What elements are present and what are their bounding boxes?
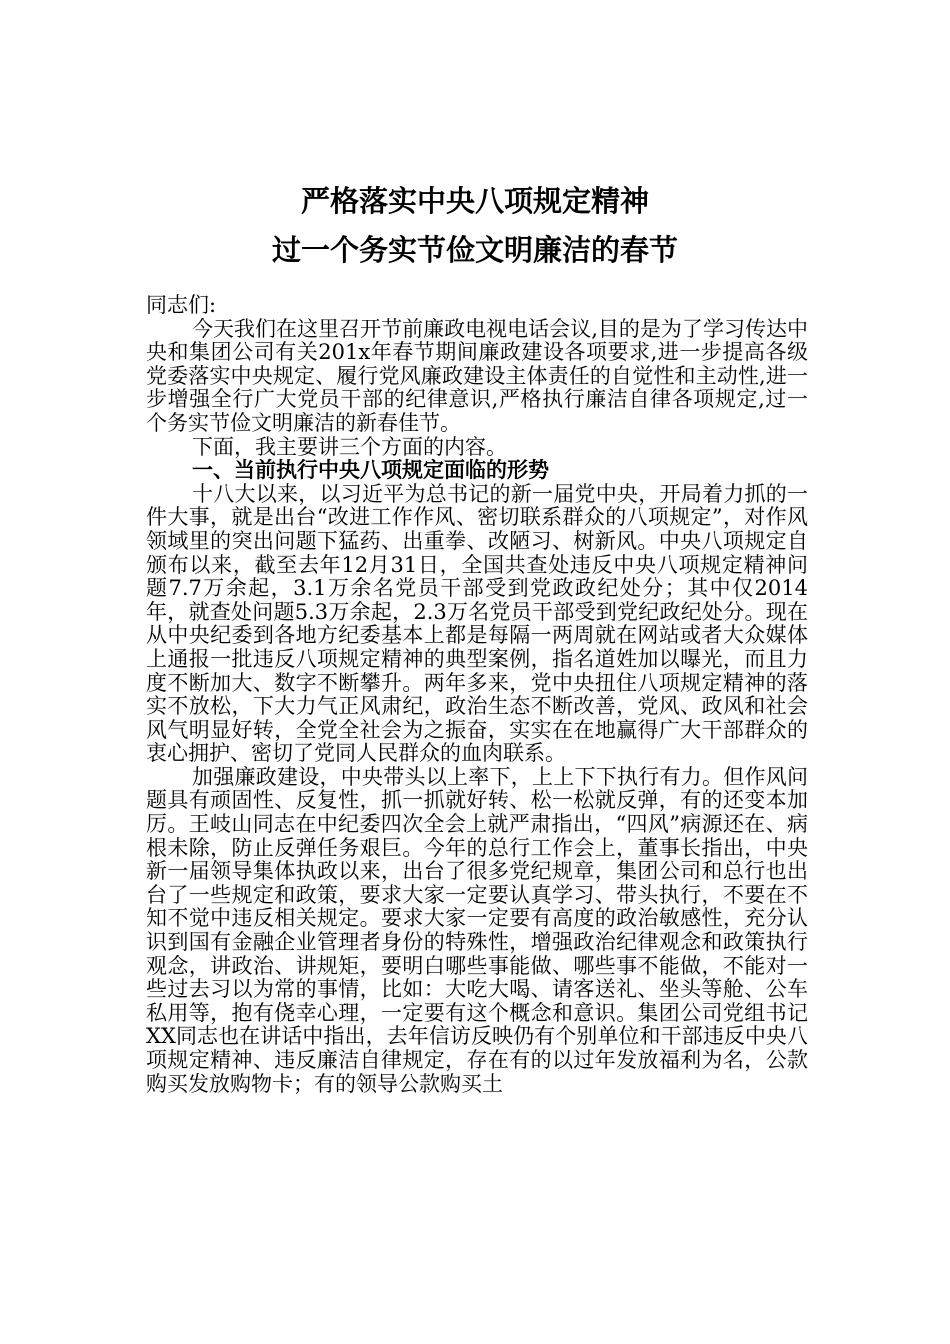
intro-paragraph: 今天我们在这里召开节前廉政电视电话会议,目的是为了学习传达中央和集团公司有关201x年春节期间廉政建设各项要求,进一步提高各级党委落实中央规定、履行党风廉政建设主体责任的自觉性和主动性,进一步增强全行广大党员干部的纪律意识,严格执行廉洁自律各项规定,过一个务实节俭文明廉洁的新春佳节。 [146,316,808,435]
section-paragraph: 十八大以来，以习近平为总书记的新一届党中央，开局着力抓的一件大事，就是出台“改进工作作风、密切联系群众的八项规定”，对作风领域里的突出问题下猛药、出重拳、改陋习、树新风。中央八项规定自颁布以来，截至去年12月31日，全国共查处违反中央八项规定精神问题7.7万余起，3.1万余名党员干部受到党政政纪处分；其中仅2014年，就查处问题5.3万余起，2.3万名党员干部受到党纪政纪处分。现在从中央纪委到各地方纪委基本上都是每隔一两周就在网站或者大众媒体上通报一批违反八项规定精神的典型案例，指名道姓加以曝光，而且力度不断加大、数字不断攀升。两年多来，党中央扭住八项规定精神的落实不放松，下大力气正风肃纪，政治生态不断改善，党风、政风和社会风气明显好转，全党全社会为之振奋，实实在在地赢得广大干部群众的衷心拥护、密切了党同人民群众的血肉联系。 [146,481,808,766]
document-body [146,294,808,1096]
section-paragraph: 加强廉政建设，中央带头以上率下，上上下下执行有力。但作风问题具有顽固性、反复性，抓一抓就好转、松一松就反弹，有的还变本加厉。王岐山同志在中纪委四次全会上就严肃指出，“四风”病源还在、病根未除，防止反弹任务艰巨。今年的总行工作会上，董事长指出，中央新一届领导集体执政以来，出台了很多党纪规章，集团公司和总行也出台了一些规定和政策，要求大家一定要认真学习、带头执行，不要在不知不觉中违反相关规定。要求大家一定要有高度的政治敏感性，充分认识到国有金融企业管理者身份的特殊性，增强政治纪律观念和政策执行观念，讲政治、讲规矩，要明白哪些事能做、哪些事不能做，不能对一些过去习以为常的事情，比如：大吃大喝、请客送礼、坐头等舱、公车私用等，抱有侥幸心理，一定要有这个概念和意识。集团公司党组书记XX同志也在讲话中指出，去年信访反映仍有个别单位和干部违反中央八项规定精神、违反廉洁自律规定，存在有的以过年发放福利为名，公款购买发放购物卡；有的领导公款购买土 [146,764,808,1096]
outline-paragraph: 下面，我主要讲三个方面的内容。 [192,434,507,459]
section-heading: 一、当前执行中央八项规定面临的形势 [192,458,549,483]
salutation: 同志们: [146,293,217,317]
document-title-line-2: 过一个务实节俭文明廉洁的春节 [271,233,678,267]
document-title-line-1: 严格落实中央八项规定精神 [300,184,649,218]
